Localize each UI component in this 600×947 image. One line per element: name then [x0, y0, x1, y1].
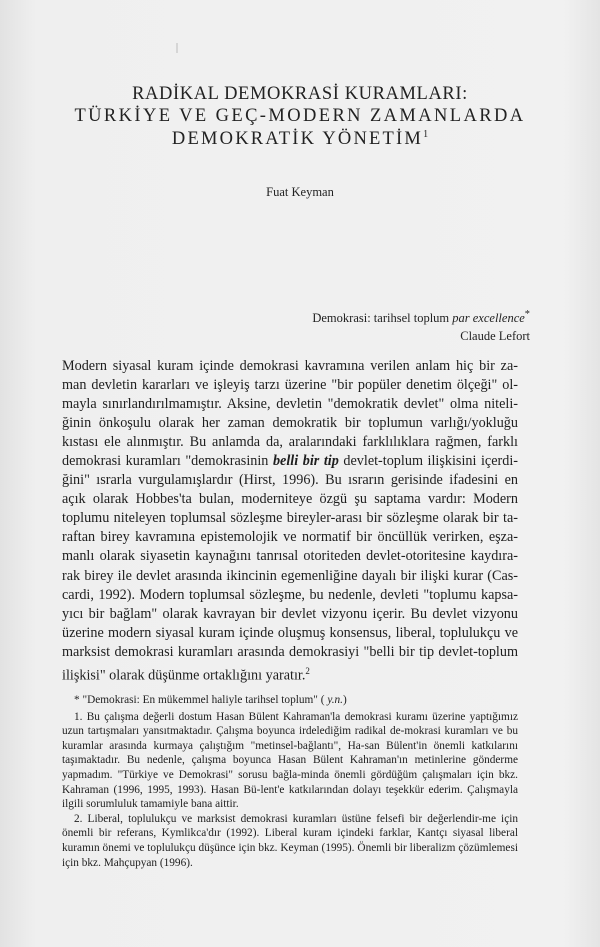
footnote-star-text-b: ) [343, 694, 347, 706]
epigraph-quote [312, 306, 530, 327]
paragraph-italic: belli bir tip [272, 453, 339, 470]
paragraph-footnote-mark: 2 [305, 665, 310, 676]
footnote-star [62, 693, 518, 708]
epigraph [312, 306, 530, 345]
epigraph-italic: par excellence [452, 311, 525, 326]
paragraph-text-a: Modern siyasal kuram içinde demokrasi kavramına verilen anlam hiç bir za-man devletin kararları ve işleyiş tarzı üzerine "bir popüler denetim ölçeği" ol-mayla sınırlandırılmamıştır. Aksine, devletin "demokratik devlet" olma niteli-ğinin önkoşulu olarak her zaman demokratik bir toplumun varlığı/yokluğu kıstası ele alınmıştır. Bu anlamda da, aralarındaki farklılıklara rağmen, farklı demokrasi kuramları "demokrasinin [62, 358, 518, 470]
footnote-1: 1. Bu çalışma değerli dostum Hasan Bülent Kahraman'la demokrasi kuramı üzerine yaptığımız uzun tartışmaları yansıtmaktadır. Çalışma boyunca irdelediğim radikal de-mokrasi kuramları ve bu kuramlar arasında kurmaya çalıştığım "metinsel-bağlantı", Ha-san Bülent'in önemli katkılarını taşımaktadır. Bu nedenle, çalışma boyunca Hasan Bülent Kahraman'ın metinlerine gönderme yapmadım. "Türkiye ve Demokrasi" sorusu bağla-minda önemli gördüğüm çalışmaları için bkz. Kahraman (1996, 1995, 1993). Hasan Bü-lent'e katkılarından dolayı teşekkür ederim. Çalışmayla ilgili sorumluluk tamamiyle bana aittir. [62, 710, 518, 811]
footnote-2: 2. Liberal, toplulukçu ve marksist demokrasi kuramları üstüne felsefi bir değerlendir-me için önemli bir referans, Kymlikca'dır (1992). Liberal kuram içindeki farklar, Kantçı siyasal liberal kuramın önemi ve toplulukçu düşünce için bkz. Keyman (1995). Önemli bir liberalizm çözümlemesi için bkz. Mahçupyan (1996). [62, 812, 518, 869]
footnote-star-italic: y.n. [327, 694, 343, 706]
chapter-title-line-1: RADİKAL DEMOKRASİ KURAMLARI: [132, 84, 468, 104]
epigraph-star: * [524, 309, 530, 320]
footnotes [62, 693, 518, 870]
chapter-title-line-3 [0, 129, 600, 150]
epigraph-attribution: Claude Lefort [460, 329, 530, 344]
author-name: Fuat Keyman [266, 185, 334, 199]
chapter-title-line-2: TÜRKİYE VE GEÇ-MODERN ZAMANLARDA [74, 106, 526, 126]
paragraph-text-b: devlet-toplum ilişkisini içerdi-ğini" ısrarla vurgulamışlardır (Hirst, 1996). Bu ısrarın gerisinde ifadesini en açık olarak Hobbes'ta bulan, moderniteye özgü şu saptama vardır: Modern toplumu niteleyen toplumsal sözleşme bireyler-arası bir sözleşme olarak bir ta-raftan birey kavramına epistemolojik ve normatif bir öncüllük verirken, eşza-manlı olarak siyasetin kaynağını tanrısal otoriteden devlet-otoritesine kaydıra-rak birey ile devlet arasında ikincinin egemenliğine dayalı bir ilişki kurar (Cas-cardi, 1992). Modern toplumsal sözleşme, bu nedenle, devleti "toplumu kapsa-yıcı bir bağlam" olarak kavrayan bir devlet vizyonu içerir. Bu devlet vizyonu üzerine modern siyasal kuram içinde oluşmuş konsensus, liberal, toplulukçu ve marksist demokrasi kuramları arasında demokrasiyi "belli bir tip devlet-toplum ilişkisi" olarak düşünme ortaklığını yaratır. [62, 453, 518, 684]
body-text [62, 357, 518, 686]
chapter-title-line-3-text: DEMOKRATİK YÖNETİM [171, 129, 424, 150]
scan-artifact [176, 43, 178, 53]
title-footnote-mark: 1 [423, 129, 429, 140]
footnote-star-text-a: * "Demokrasi: En mükemmel haliyle tarihsel toplum" ( [74, 694, 328, 706]
paragraph [62, 357, 518, 686]
epigraph-text: Demokrasi: tarihsel toplum [312, 311, 450, 326]
